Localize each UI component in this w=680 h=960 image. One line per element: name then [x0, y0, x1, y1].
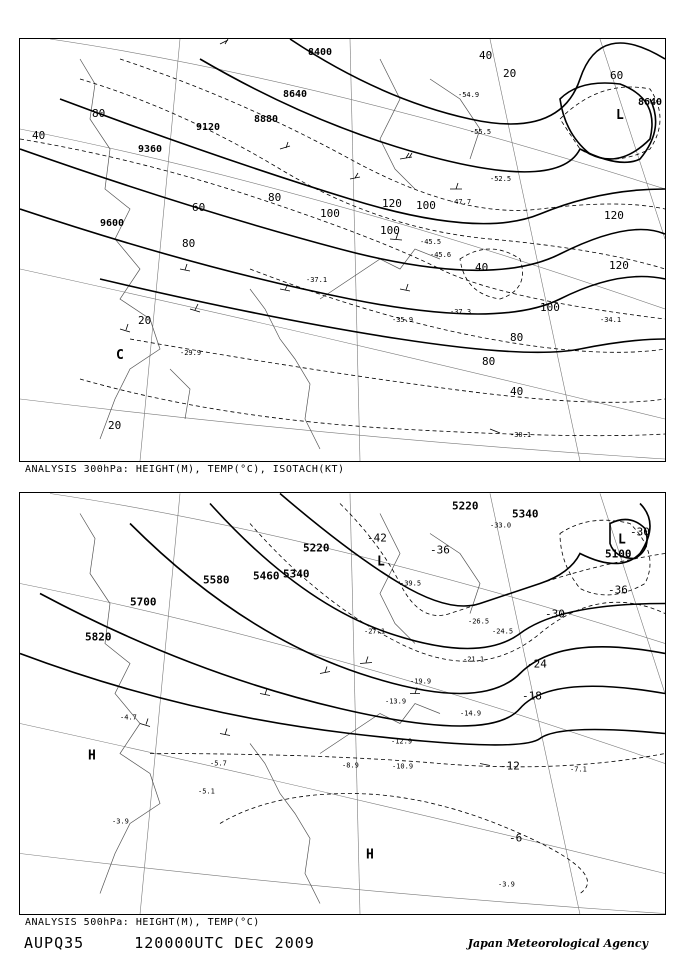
station-value: -5.7: [210, 759, 227, 768]
isotach-label: 40: [475, 261, 489, 274]
map-300hpa: [20, 39, 665, 461]
temp-label: -52.5: [490, 175, 512, 183]
isotherm-label: -30: [545, 607, 565, 621]
isotherm-label: -12: [500, 759, 520, 773]
valid-time: 120000UTC DEC 2009: [134, 934, 315, 952]
height-labels-500: [85, 500, 632, 644]
height-contours-500: [20, 494, 665, 745]
product-id: AUPQ35: [24, 934, 85, 952]
height-contours-300: [20, 39, 665, 352]
station-value: -33.0: [490, 521, 512, 530]
isotach-label: 20: [138, 314, 152, 327]
isotherm-label: -6: [509, 831, 523, 845]
high-center: H: [88, 748, 96, 764]
height-label: 8880: [254, 114, 279, 125]
height-label: 5340: [512, 507, 539, 521]
station-value: -27.1: [364, 627, 386, 636]
station-value: -3.9: [112, 817, 129, 826]
height-label: 9600: [100, 218, 125, 229]
station-value: -10.9: [392, 762, 414, 771]
isotach-label: 40: [510, 385, 524, 398]
isotach-label: 20: [503, 67, 517, 80]
station-value: -26.5: [468, 617, 490, 626]
temp-label: -45.6: [430, 251, 452, 259]
station-value: -12.9: [391, 737, 413, 746]
isotach-label: 80: [510, 331, 524, 344]
height-label: 5700: [130, 595, 157, 609]
temp-label: -54.9: [458, 91, 480, 99]
wind-barbs-300: [120, 39, 500, 433]
isotherm-label: -36: [430, 543, 450, 557]
height-label: 5460: [253, 569, 280, 583]
temp-label: -37.1: [306, 276, 328, 284]
isotachs-300: [20, 59, 665, 436]
low-center: L: [377, 554, 385, 570]
station-value: -14.9: [460, 709, 482, 718]
caption-300hpa: ANALYSIS 300hPa: HEIGHT(M), TEMP(°C), ISOTACH(KT): [25, 464, 345, 475]
isotach-label: 80: [182, 237, 196, 250]
station-value: -3.9: [498, 880, 515, 889]
height-label: 8640: [283, 89, 308, 100]
isotherm-label: -30: [630, 525, 650, 539]
temp-label: -45.5: [420, 238, 442, 246]
station-value: -21.1: [463, 655, 485, 664]
height-label: 5820: [85, 630, 112, 644]
isotach-label: 80: [268, 191, 282, 204]
isotach-label: 40: [479, 49, 493, 62]
isotach-label: 80: [92, 107, 106, 120]
height-label: 5580: [203, 573, 230, 587]
station-value: -13.9: [385, 697, 407, 706]
isotherms-500: [150, 504, 665, 894]
chart-500hpa: [19, 492, 666, 915]
isotach-label: 100: [380, 224, 400, 237]
product-header: [24, 934, 315, 952]
caption-500hpa: ANALYSIS 500hPa: HEIGHT(M), TEMP(°C): [25, 917, 260, 928]
height-label: 5340: [283, 567, 310, 581]
low-center: L: [616, 108, 624, 123]
isotherm-label: -42: [367, 531, 387, 545]
station-value: -24.5: [492, 627, 514, 636]
height-label: 5220: [303, 541, 330, 555]
height-label: 5100: [605, 547, 632, 561]
height-label: 5220: [452, 499, 479, 513]
height-label: 8640: [638, 97, 663, 108]
temp-label: -35.9: [392, 316, 414, 324]
temp-label: -55.5: [470, 128, 492, 136]
isotherm-label: -24: [527, 657, 547, 671]
temp-label: -34.1: [600, 316, 622, 324]
station-value: -5.1: [198, 787, 215, 796]
isotach-label: 100: [320, 207, 340, 220]
low-center: L: [618, 532, 626, 548]
isotach-label: 20: [108, 419, 122, 432]
temp-labels-300: [180, 91, 621, 439]
temp-label: -30.1: [510, 431, 532, 439]
isotach-label: 60: [192, 201, 206, 214]
temp-label: -37.3: [450, 308, 472, 316]
agency-name: Japan Meteorological Agency: [467, 937, 648, 950]
high-center: H: [366, 847, 374, 863]
isotach-label: 120: [604, 209, 624, 222]
station-value: -8.9: [342, 761, 359, 770]
isotach-label: 100: [540, 301, 560, 314]
isotach-label: 40: [32, 129, 46, 142]
height-label: 9120: [196, 122, 221, 133]
isotach-label: 60: [610, 69, 624, 82]
isotach-label: 80: [482, 355, 496, 368]
isotach-label: 120: [609, 259, 629, 272]
height-label: 8400: [308, 47, 333, 58]
height-label: 9360: [138, 144, 163, 155]
wind-barbs-500: [140, 657, 490, 766]
map-500hpa: [20, 493, 665, 915]
station-value: -7.1: [570, 765, 587, 774]
isotach-label: 100: [416, 199, 436, 212]
isotherm-label: -36: [608, 583, 628, 597]
station-value: -19.9: [410, 677, 432, 686]
station-value: -4.7: [120, 713, 137, 722]
station-value: -39.5: [400, 579, 422, 588]
chart-300hpa: [19, 38, 666, 462]
isotherm-label: -18: [522, 689, 542, 703]
center-marker: C: [116, 348, 124, 363]
isotach-label: 120: [382, 197, 402, 210]
temp-label: -47.7: [450, 198, 472, 206]
graticule-500: [20, 494, 665, 915]
temp-label: -29.9: [180, 349, 202, 357]
